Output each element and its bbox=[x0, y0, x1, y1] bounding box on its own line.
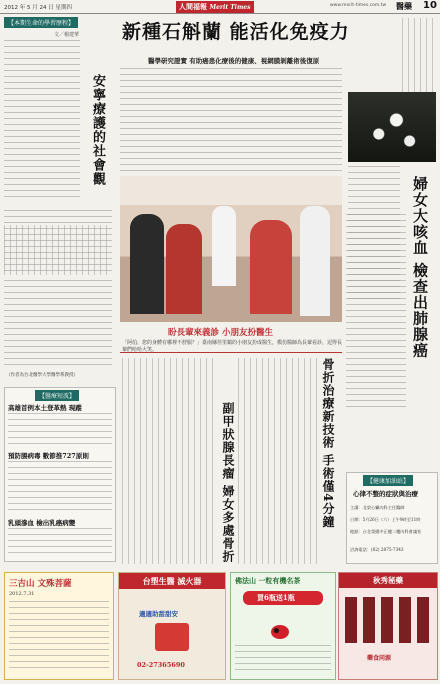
health-line-2: 日期：5月26日（六）上午9時至11時 bbox=[350, 517, 421, 522]
ad-2[interactable] bbox=[118, 572, 226, 680]
bone-story-title: 骨折治療新技術 手術僅4分鐘 bbox=[321, 358, 335, 529]
masthead-logo: 人間福報 Merit Times bbox=[176, 1, 254, 13]
cough-story-title: 婦女大咳血 檢查出肺腺癌 bbox=[411, 176, 429, 359]
health-box-title: 心律不整的症狀與治療 bbox=[353, 490, 418, 498]
caption-body: 「阿伯，您的身體有哪裡不舒服？」臺南縣佳里鎮的小朋友扮成醫生，模仿醫師為長輩看診，逗得長輩們哈哈大笑。 bbox=[122, 340, 343, 353]
orchid-photo bbox=[348, 92, 436, 162]
news-item-2-body bbox=[8, 461, 112, 513]
health-box-label: 【健康加油站】 bbox=[363, 475, 413, 486]
left-body-lines-c bbox=[4, 280, 112, 370]
photo-figure-4 bbox=[250, 220, 292, 314]
thyroid-story-body bbox=[122, 358, 218, 564]
ad-4-title: 秋秀秘藥 bbox=[339, 573, 437, 588]
ad-3-sub: 買6瓶送1瓶 bbox=[257, 593, 295, 602]
ad-3-ladybug-icon bbox=[271, 625, 289, 639]
section-name: 醫藥 bbox=[396, 2, 412, 11]
page-number: 10 bbox=[423, 0, 437, 11]
health-line-4: 洽詢電話：(02) 2875-7343 bbox=[350, 547, 404, 552]
ad-3-banner bbox=[243, 591, 323, 605]
photo-figure-1 bbox=[130, 214, 164, 314]
health-box bbox=[346, 472, 438, 564]
issue-date: 2012 年 5 月 24 日 星期四 bbox=[4, 5, 72, 11]
ad-2-sub: 適適助甜甜安 bbox=[139, 610, 178, 618]
column-closing: （作者為台北醫學大學醫學系教授） bbox=[6, 373, 78, 378]
ad-1[interactable] bbox=[4, 572, 114, 680]
right-body-lines-b bbox=[346, 214, 406, 410]
news-item-3-title: 乳頭滲血 檢出乳癌病變 bbox=[8, 519, 76, 527]
header-bar bbox=[0, 0, 440, 14]
ad-3[interactable] bbox=[230, 572, 336, 680]
ad-4-bottles bbox=[345, 597, 431, 643]
photo-figure-2 bbox=[166, 224, 202, 314]
column-title: 安寧療護的社會觀 bbox=[90, 74, 105, 186]
ad-2-title: 台塑生醫 滅火器 bbox=[119, 573, 225, 589]
photo-figure-3 bbox=[212, 206, 236, 286]
left-body-lines-a bbox=[4, 40, 80, 200]
news-item-3-body bbox=[8, 528, 112, 558]
caption-divider bbox=[120, 352, 342, 353]
site-url: www.merit-times.com.tw bbox=[330, 3, 387, 8]
news-label: 【醫療短波】 bbox=[35, 390, 79, 401]
health-line-1: 主講：北榮心臟內科主任醫師 bbox=[350, 505, 405, 510]
ad-2-phone: 02-27365690 bbox=[137, 661, 185, 669]
ad-4[interactable] bbox=[338, 572, 438, 680]
photo-caption: 盼長輩來義診 小朋友扮醫生 bbox=[168, 328, 273, 338]
main-body-lines bbox=[120, 68, 342, 174]
column-author: 文／楊建華 bbox=[54, 32, 80, 38]
news-item-1-body bbox=[8, 413, 112, 447]
main-headline: 新種石斛蘭 能活化免疫力 bbox=[122, 21, 350, 43]
ad-1-lines bbox=[9, 601, 109, 671]
ad-1-title: 三吉山 文殊菩薩 bbox=[9, 579, 72, 589]
ad-1-sub: 2012.7.31 bbox=[9, 591, 35, 597]
main-subhead: 醫學研究證實 有助癌患化療後的健康、視網膜剝離術後復原 bbox=[148, 57, 320, 65]
news-box bbox=[4, 387, 116, 562]
ad-3-lines bbox=[235, 645, 331, 675]
ad-3-title: 佛法山 一粒有機名茶 bbox=[235, 576, 301, 585]
event-photo bbox=[120, 176, 342, 322]
right-quote-text bbox=[402, 18, 436, 98]
left-vertical-text bbox=[4, 225, 112, 275]
thyroid-story-title: 副甲狀腺長瘤 婦女多處骨折 bbox=[221, 402, 235, 564]
ad-4-sub: 藥食同源 bbox=[367, 655, 392, 662]
photo-figure-5 bbox=[300, 206, 330, 316]
news-item-1-title: 高雄首例本土登革熱 現蹤 bbox=[8, 404, 82, 412]
news-item-2-title: 預防腸病毒 數節推727原則 bbox=[8, 452, 89, 460]
health-line-3: 地點：台北榮總中正樓二樓內科會議室 bbox=[350, 529, 422, 534]
ad-2-product bbox=[155, 623, 189, 651]
column-label: 【本期生命的學習歷程】 bbox=[4, 17, 78, 28]
bone-story-body bbox=[238, 358, 318, 564]
